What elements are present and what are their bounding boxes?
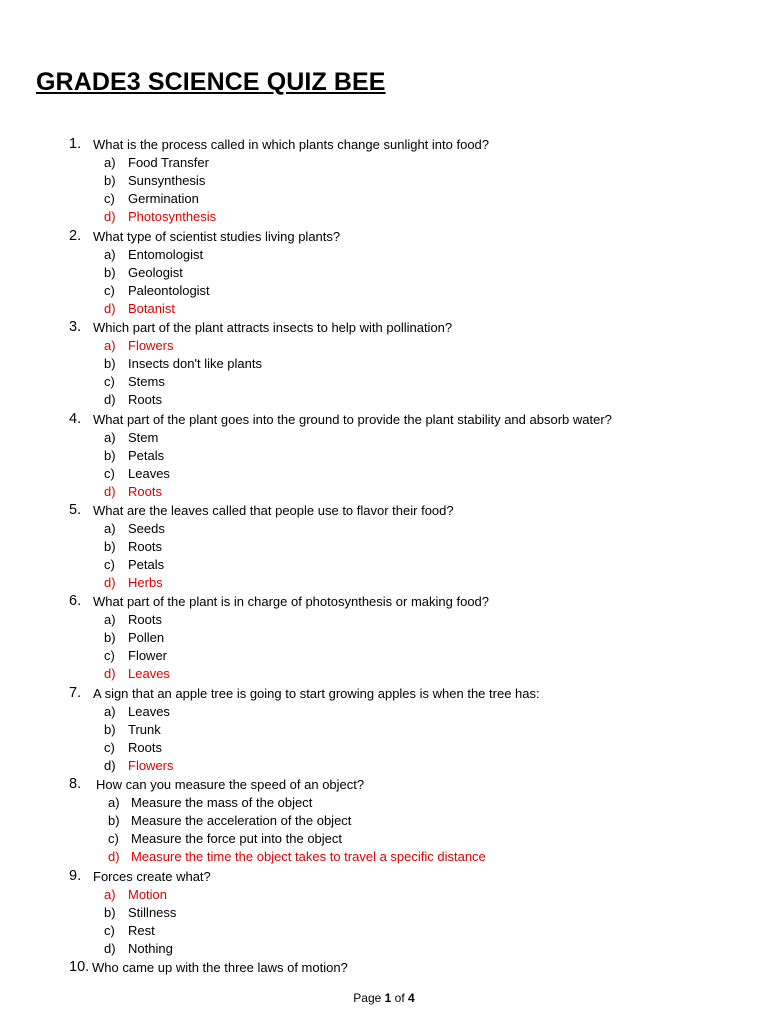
- footer-current-page: 1: [384, 991, 392, 1005]
- question-3: [0, 319, 768, 409]
- question-text: What type of scientist studies living plants?: [93, 229, 341, 244]
- option-letter: a): [104, 704, 116, 719]
- option-letter: d): [104, 392, 116, 407]
- answer-option: [0, 282, 768, 300]
- correct-answer-option: [0, 483, 768, 501]
- option-text: Trunk: [128, 722, 161, 737]
- answer-option: [0, 739, 768, 757]
- option-letter: b): [108, 813, 120, 828]
- correct-answer-option: [0, 337, 768, 355]
- option-text: Roots: [128, 484, 162, 499]
- option-letter: d): [104, 666, 116, 681]
- option-letter: c): [104, 923, 115, 938]
- question-text: Forces create what?: [93, 869, 211, 884]
- option-text: Roots: [128, 392, 162, 407]
- answer-option: [0, 721, 768, 739]
- question-number: 8.: [69, 776, 82, 792]
- answer-option: [0, 629, 768, 647]
- answer-option: [0, 520, 768, 538]
- option-text: Herbs: [128, 575, 163, 590]
- answer-option: [0, 703, 768, 721]
- option-text: Insects don't like plants: [128, 356, 262, 371]
- answer-option: [0, 190, 768, 208]
- option-letter: c): [104, 466, 115, 481]
- option-letter: b): [104, 173, 116, 188]
- option-text: Pollen: [128, 630, 165, 645]
- option-text: Nothing: [128, 941, 173, 956]
- option-letter: c): [104, 374, 115, 389]
- question-number: 7.: [69, 685, 82, 701]
- correct-answer-option: [0, 208, 768, 226]
- option-letter: c): [104, 557, 115, 572]
- question-2: [0, 228, 768, 318]
- option-text: Motion: [128, 887, 168, 902]
- question-7: [0, 685, 768, 775]
- option-text: Seeds: [128, 521, 165, 536]
- question-number: 10.: [69, 959, 90, 975]
- option-text: Petals: [128, 557, 165, 572]
- answer-option: [0, 154, 768, 172]
- option-letter: a): [104, 521, 116, 536]
- answer-option: [0, 373, 768, 391]
- question-number: 3.: [69, 319, 82, 335]
- answer-option: [0, 647, 768, 665]
- option-letter: b): [104, 905, 116, 920]
- option-text: Stems: [128, 374, 165, 389]
- option-text: Measure the acceleration of the object: [131, 813, 352, 828]
- option-letter: d): [104, 575, 116, 590]
- option-text: Photosynthesis: [128, 209, 217, 224]
- correct-answer-option: [0, 665, 768, 683]
- option-letter: a): [104, 338, 116, 353]
- option-text: Flowers: [128, 338, 174, 353]
- answer-option: [0, 812, 768, 830]
- page-title: GRADE3 SCIENCE QUIZ BEE: [36, 68, 386, 96]
- footer-page-word: Page: [353, 991, 382, 1005]
- answer-option: [0, 904, 768, 922]
- question-1: [0, 136, 768, 226]
- answer-option: [0, 611, 768, 629]
- question-number: 6.: [69, 593, 82, 609]
- option-letter: a): [104, 612, 116, 627]
- option-text: Leaves: [128, 666, 170, 681]
- option-text: Flower: [128, 648, 168, 663]
- footer-total-pages: 4: [408, 991, 415, 1005]
- question-number: 5.: [69, 502, 82, 518]
- question-10: [0, 959, 768, 977]
- question-5: [0, 502, 768, 592]
- option-letter: b): [104, 630, 116, 645]
- option-letter: a): [104, 155, 116, 170]
- option-letter: c): [104, 283, 115, 298]
- option-text: Germination: [128, 191, 199, 206]
- option-letter: c): [104, 191, 115, 206]
- answer-option: [0, 794, 768, 812]
- question-text: What are the leaves called that people use to flavor their food?: [93, 503, 454, 518]
- option-text: Geologist: [128, 265, 183, 280]
- option-letter: c): [104, 740, 115, 755]
- option-letter: b): [104, 265, 116, 280]
- option-text: Roots: [128, 539, 162, 554]
- correct-answer-option: [0, 300, 768, 318]
- option-letter: b): [104, 356, 116, 371]
- question-4: [0, 411, 768, 501]
- question-text: What part of the plant is in charge of photosynthesis or making food?: [93, 594, 490, 609]
- option-letter: d): [104, 758, 116, 773]
- option-letter: d): [108, 849, 120, 864]
- answer-option: [0, 264, 768, 282]
- answer-option: [0, 465, 768, 483]
- question-text: What is the process called in which plants change sunlight into food?: [93, 137, 490, 152]
- answer-option: [0, 391, 768, 409]
- option-letter: a): [108, 795, 120, 810]
- answer-option: [0, 922, 768, 940]
- question-number: 9.: [69, 868, 82, 884]
- option-letter: d): [104, 941, 116, 956]
- question-text: How can you measure the speed of an object?: [96, 777, 365, 792]
- option-text: Leaves: [128, 704, 170, 719]
- option-letter: a): [104, 247, 116, 262]
- question-text: Which part of the plant attracts insects to help with pollination?: [93, 320, 453, 335]
- answer-option: [0, 538, 768, 556]
- option-text: Food Transfer: [128, 155, 209, 170]
- question-8: [0, 776, 768, 866]
- question-9: [0, 868, 768, 958]
- option-text: Stem: [128, 430, 159, 445]
- answer-option: [0, 940, 768, 958]
- question-number: 2.: [69, 228, 82, 244]
- option-letter: b): [104, 722, 116, 737]
- option-letter: d): [104, 209, 116, 224]
- option-text: Measure the force put into the object: [131, 831, 343, 846]
- option-letter: b): [104, 448, 116, 463]
- answer-option: [0, 355, 768, 373]
- page-footer: [0, 990, 768, 1006]
- option-text: Sunsynthesis: [128, 173, 206, 188]
- option-text: Measure the time the object takes to travel a specific distance: [131, 849, 486, 864]
- question-6: [0, 593, 768, 683]
- correct-answer-option: [0, 848, 768, 866]
- option-text: Flowers: [128, 758, 174, 773]
- question-text: Who came up with the three laws of motion?: [92, 960, 348, 975]
- question-text: What part of the plant goes into the ground to provide the plant stability and absorb water?: [93, 412, 612, 427]
- answer-option: [0, 447, 768, 465]
- correct-answer-option: [0, 757, 768, 775]
- option-letter: c): [104, 648, 115, 663]
- question-number: 4.: [69, 411, 82, 427]
- footer-of-word: of: [394, 991, 405, 1005]
- option-text: Paleontologist: [128, 283, 210, 298]
- option-text: Roots: [128, 612, 162, 627]
- correct-answer-option: [0, 886, 768, 904]
- option-text: Roots: [128, 740, 162, 755]
- option-text: Measure the mass of the object: [131, 795, 313, 810]
- option-letter: a): [104, 887, 116, 902]
- option-letter: d): [104, 484, 116, 499]
- option-text: Stillness: [128, 905, 177, 920]
- answer-option: [0, 830, 768, 848]
- option-text: Entomologist: [128, 247, 204, 262]
- option-letter: c): [108, 831, 119, 846]
- option-text: Leaves: [128, 466, 170, 481]
- answer-option: [0, 246, 768, 264]
- option-letter: b): [104, 539, 116, 554]
- question-number: 1.: [69, 136, 82, 152]
- answer-option: [0, 172, 768, 190]
- answer-option: [0, 429, 768, 447]
- option-text: Petals: [128, 448, 165, 463]
- answer-option: [0, 556, 768, 574]
- option-letter: d): [104, 301, 116, 316]
- question-text: A sign that an apple tree is going to start growing apples is when the tree has:: [93, 686, 540, 701]
- correct-answer-option: [0, 574, 768, 592]
- option-text: Rest: [128, 923, 155, 938]
- option-text: Botanist: [128, 301, 175, 316]
- option-letter: a): [104, 430, 116, 445]
